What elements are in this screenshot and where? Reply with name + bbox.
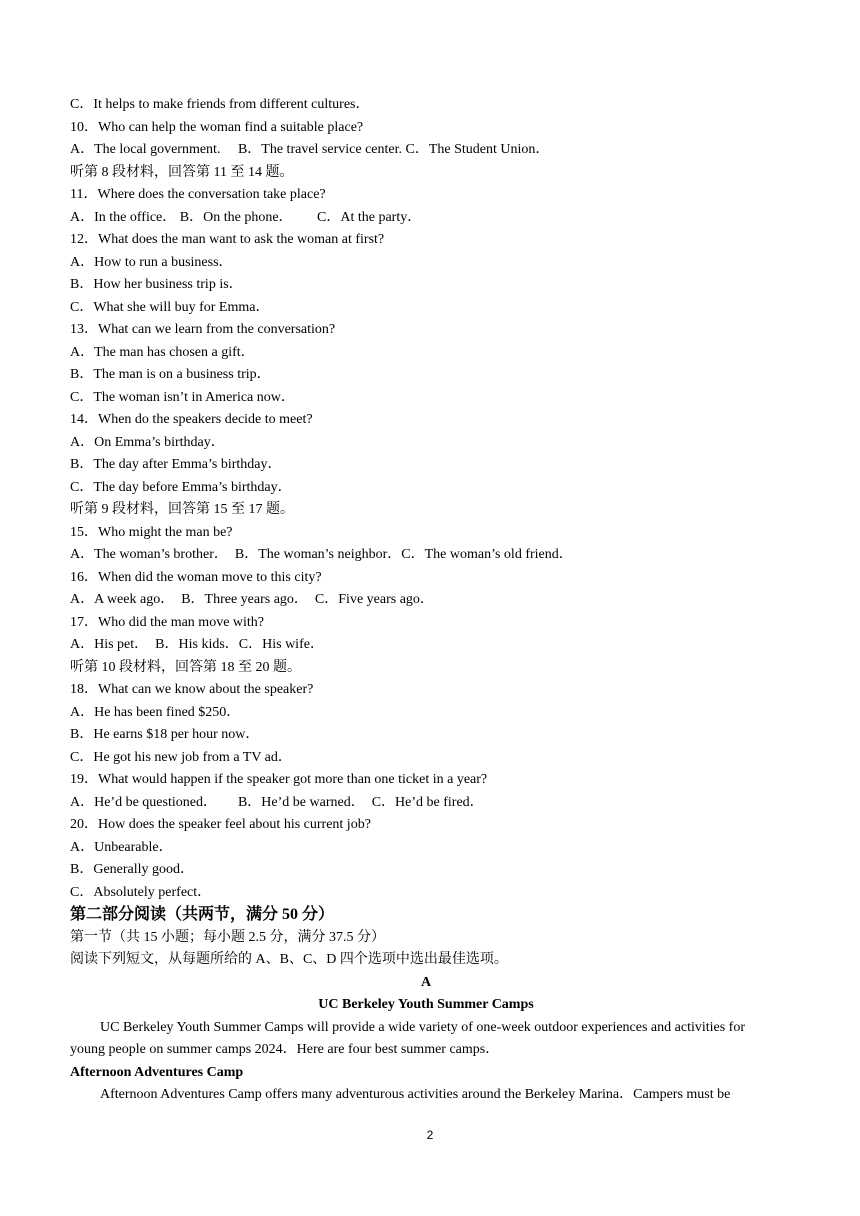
option-line: A．Unbearable． [70, 839, 173, 855]
question-line: 15．Who might the man be? [70, 524, 233, 540]
option-line: C．It helps to make friends from different cultures． [70, 97, 370, 112]
passage-letter: A [420, 974, 432, 990]
camp-paragraph: Afternoon Adventures Camp offers many adventurous activities around the Berkeley Marina．Campers must be [100, 1087, 731, 1102]
question-line: 12．What does the man want to ask the woman at first? [70, 232, 385, 247]
part-heading: 第二部分阅读（共两节，满分 50 分） [70, 906, 335, 923]
question-line: 14．When do the speakers decide to meet? [70, 412, 313, 427]
option-line: B．He earns $18 per hour now． [70, 727, 260, 742]
section-instruction: 听第 10 段材料，回答第 18 至 20 题。 [70, 659, 301, 675]
section-instruction: 阅读下列短文，从每题所给的 A、B、C、D 四个选项中选出最佳选项。 [70, 952, 508, 967]
option-line: B．The man is on a business trip． [70, 367, 271, 382]
option-line: C．Absolutely perfect． [70, 884, 212, 900]
question-line: 20．How does the speaker feel about his current job? [70, 817, 371, 832]
section-instruction: 听第 8 段材料，回答第 11 至 14 题。 [70, 164, 294, 180]
option-line: A．How to run a business． [70, 254, 233, 270]
question-line: 16．When did the woman move to this city? [70, 569, 322, 585]
question-line: 17．Who did the man move with? [70, 614, 265, 630]
option-line: C．The day before Emma’s birthday． [70, 479, 292, 495]
option-line: A．On Emma’s birthday． [70, 434, 225, 450]
option-line: A．A week ago． B．Three years ago． C．Five years ago． [70, 592, 434, 607]
option-line: A．The woman’s brother． B．The woman’s neighbor．C．The woman’s old friend． [70, 547, 573, 562]
passage-intro: UC Berkeley Youth Summer Camps will provide a wide variety of one-week outdoor experiences and activities for young people on summer camps 2024．Here are four best summer camps． [70, 1019, 746, 1057]
section-heading: 第一节（共 15 小题；每小题 2.5 分，满分 37.5 分） [70, 929, 385, 945]
question-line: 13．What can we learn from the conversation? [70, 322, 336, 337]
option-line: A．The man has chosen a gift． [70, 344, 255, 360]
question-line: 19．What would happen if the speaker got more than one ticket in a year? [70, 772, 488, 787]
camp-subheading: Afternoon Adventures Camp [70, 1064, 244, 1080]
document-body [70, 94, 782, 1107]
option-line: B．How her business trip is． [70, 277, 243, 292]
option-line: A．He has been fined $250． [70, 704, 241, 720]
question-line: 18．What can we know about the speaker? [70, 682, 314, 697]
option-line: B．Generally good． [70, 862, 195, 877]
option-line: C．What she will buy for Emma． [70, 299, 270, 315]
option-line: A．He’d be questioned． B．He’d be warned． C．He’d be fired． [70, 794, 484, 810]
option-line: A．In the office． B．On the phone． C．At the party． [70, 209, 422, 225]
option-line: A．The local government. B．The travel service center. C．The Student Union． [70, 142, 550, 157]
question-line: 11．Where does the conversation take place? [70, 187, 326, 202]
option-line: B．The day after Emma’s birthday． [70, 457, 282, 472]
option-line: C．The woman isn’t in America now． [70, 389, 295, 405]
option-line: A．His pet． B．His kids．C．His wife． [70, 637, 324, 652]
page-number: 2 [426, 1128, 434, 1142]
section-instruction: 听第 9 段材料，回答第 15 至 17 题。 [70, 502, 294, 517]
option-line: C．He got his new job from a TV ad． [70, 749, 292, 765]
question-line: 10．Who can help the woman find a suitable place? [70, 119, 364, 135]
passage-title: UC Berkeley Youth Summer Camps [318, 997, 534, 1012]
